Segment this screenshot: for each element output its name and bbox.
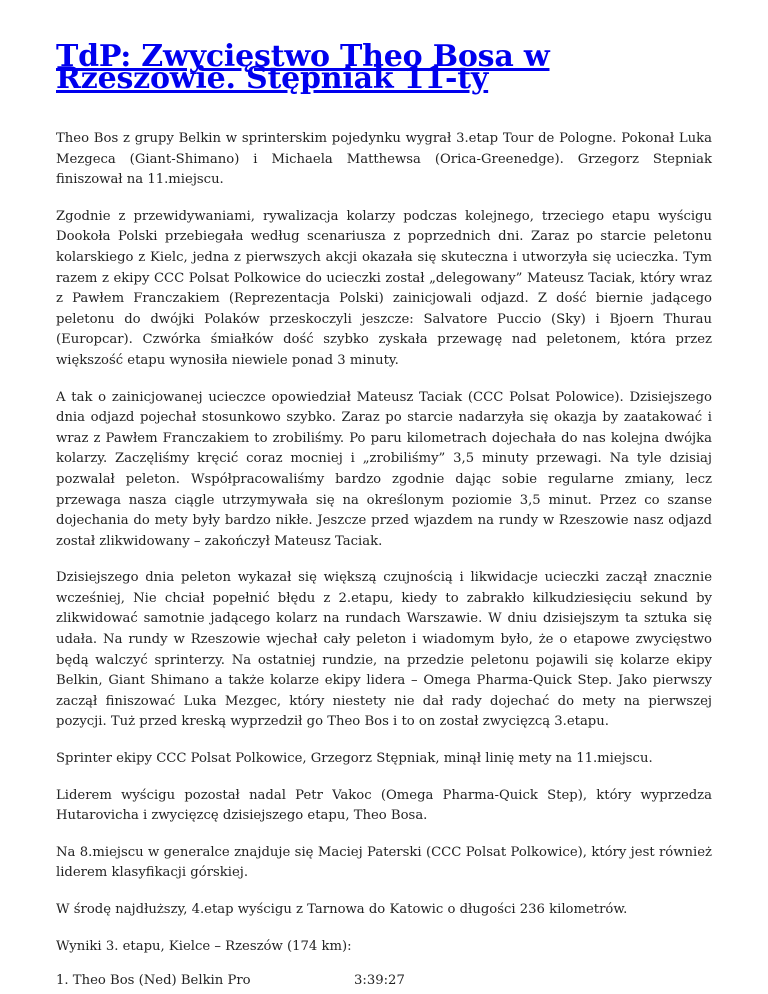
result-row (56, 973, 712, 988)
paragraph-next-stage: W środę najdłuższy, 4.etap wyścigu z Tarnowa do Katowic o długości 236 kilometrów. (56, 902, 628, 917)
paragraph-race-summary: Zgodnie z przewidywaniami, rywalizacja kolarzy podczas kolejnego, trzeciego etapu wyścigu Dookoła Polski przebiegała według scenariusza z poprzednich dni. Zaraz po starcie peletonu kolarskiego z Kielc, jedna z pierwszych akcji okazała się skuteczna i utworzyła się ucieczka. Tym razem z ekipy CCC Polsat Polkowice do ucieczki został „delegowany” Mateusz Taciak, który wraz z Pawłem Franczakiem (Reprezentacja Polski) zainicjowali odjazd. Z dość biernie jadącego peletonu do dwójki Polaków przeskoczyli jeszcze: Salvatore Puccio (Sky) i Bjoern Thurau (Europcar). Czwórka śmiałków dość szybko zyskała przewagę nad peletonem, która przez większość etapu wynosiła niewiele ponad 3 minuty. (56, 208, 712, 368)
article-title[interactable]: TdP: Zwycięstwo Theo Bosa w Rzeszowie. Stępniak 11-ty (56, 39, 550, 96)
result-time: 3:39:27 (354, 973, 405, 989)
paragraph-taciak-quote: A tak o zainicjowanej ucieczce opowiedział Mateusz Taciak (CCC Polsat Polowice). Dzisiejszego dnia odjazd pojechał stosunkowo szybko. Zaraz po starcie nadarzyła się okazja by zaatakować i wraz z Pawłem Franczakiem to zrobiliśmy. Po paru kilometrach dojechała do nas kolejna dwójka kolarzy. Zaczęliśmy kręcić coraz mocniej i „zrobiliśmy” 3,5 minuty przewagi. Na tyle dzisiaj pozwalał peleton. Współpracowaliśmy bardzo zgodnie dając sobie regularne zmiany, lecz przewaga nasza ciągle utrzymywała się na określonym poziomie 3,5 minut. Przez co szanse dojechania do mety były bardzo nikłe. Jeszcze przed wjazdem na rundy w Rzeszowie nasz odjazd został zlikwidowany – zakończył Mateusz Taciak. (56, 389, 712, 549)
paragraph-paterski: Na 8.miejscu w generalce znajduje się Maciej Paterski (CCC Polsat Polkowice), który jest również liderem klasyfikacji górskiej. (56, 844, 712, 881)
paragraph-finale: Dzisiejszego dnia peleton wykazał się większą czujnością i likwidacje ucieczki zaczął znacznie wcześniej, Nie chciał popełnić błędu z 2.etapu, kiedy to zabrakło kilkudziesięciu sekund by zlikwidować samotnie jadącego kolarz na rundach Warszawie. W dniu dzisiejszym ta sztuka się udała. Na rundy w Rzeszowie wjechał cały peleton i wiadomym było, że o etapowe zwycięstwo będą walczyć sprinterzy. Na ostatniej rundzie, na przedzie peletonu pojawili się kolarze ekipy Belkin, Giant Shimano a także kolarze ekipy lidera – Omega Pharma-Quick Step. Jako pierwszy zaczął finiszować Luka Mezgec, który niestety nie dał rady dojechać do mety na pierwszej pozycji. Tuż przed kreską wyprzedził go Theo Bos i to on został zwycięzcą 3.etapu. (56, 570, 712, 730)
result-rider: 1. Theo Bos (Ned) Belkin Pro (56, 973, 251, 989)
paragraph-stepniak: Sprinter ekipy CCC Polsat Polkowice, Grzegorz Stępniak, minął linię mety na 11.miejscu. (56, 751, 653, 767)
results-heading: Wyniki 3. etapu, Kielce – Rzeszów (174 km): (56, 938, 352, 954)
article-title-link[interactable] (56, 39, 712, 96)
paragraph-leader: Liderem wyścigu pozostał nadal Petr Vakoc (Omega Pharma-Quick Step), który wyprzedza Hutarovicha i zwycięzcę dzisiejszego etapu, Theo Bosa. (56, 787, 712, 824)
paragraph-intro: Theo Bos z grupy Belkin w sprinterskim pojedynku wygrał 3.etap Tour de Pologne. Pokonał Luka Mezgeca (Giant-Shimano) i Michaela Matthewsa (Orica-Greenedge). Grzegorz Stepniak finiszował na 11.miejscu. (56, 131, 712, 188)
article (56, 39, 712, 989)
